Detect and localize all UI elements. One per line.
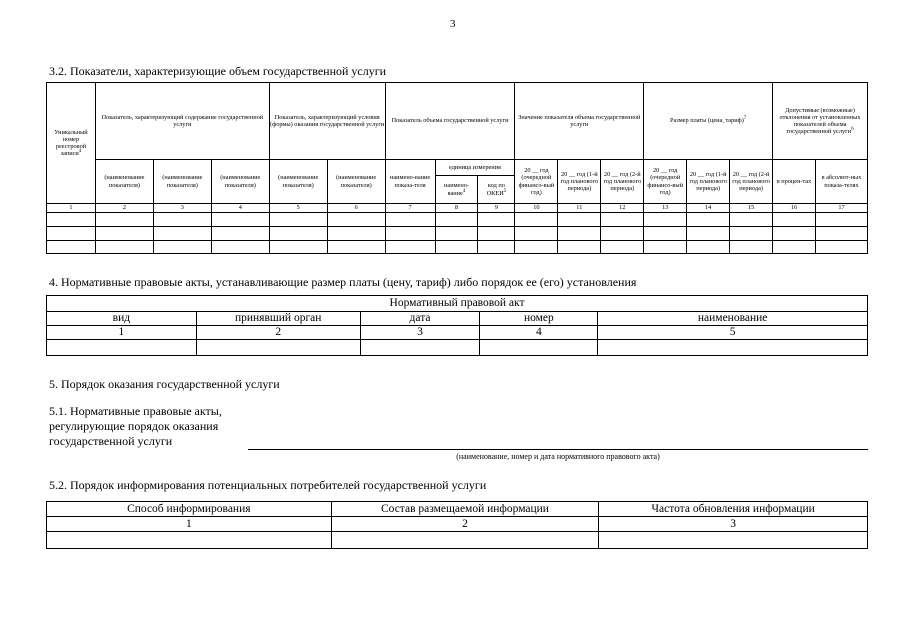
header-content-group: Показатель, характеризующий содержание государственной услуги <box>95 83 269 160</box>
header-indicator-name-3: (наименование показателя) <box>211 160 269 204</box>
table-cell <box>211 241 269 254</box>
table-cell <box>644 227 687 241</box>
table-cell <box>435 241 478 254</box>
header-percent: в процен-тах <box>773 160 816 204</box>
header-volume-group: Показатель объема государственной услуги <box>385 83 515 160</box>
table-cell <box>773 227 816 241</box>
table-cell <box>558 227 601 241</box>
table-cell <box>480 340 598 356</box>
legal-act-number-row <box>47 326 868 340</box>
header-year-2-1: 20 __ год (2-й год планового периода) <box>601 160 644 204</box>
column-number: 4 <box>480 326 598 340</box>
column-number: 1 <box>47 326 197 340</box>
column-number: 9 <box>478 204 515 213</box>
section-4-title: 4. Нормативные правовые акты, устанавливающие размер платы (цену, тариф) либо порядок ее (его) установления <box>49 275 637 289</box>
table-cell <box>773 241 816 254</box>
header-indicator-name-5: (наименование показателя) <box>327 160 385 204</box>
table-cell <box>687 213 730 227</box>
table-cell <box>47 241 96 254</box>
table-cell <box>269 227 327 241</box>
header-okei: код по ОКЕИ$^5$ <box>478 176 515 204</box>
column-number: 16 <box>773 204 816 213</box>
informing-number-row <box>47 517 868 532</box>
column-number: 5 <box>598 326 868 340</box>
legal-act-column-header: наименование <box>598 312 868 326</box>
table-cell <box>95 213 153 227</box>
table-cell <box>478 227 515 241</box>
header-name: наимено-вание показа-теля <box>385 160 435 204</box>
table-cell <box>644 213 687 227</box>
header-unit-name: наимено-вание$^4$ <box>435 176 478 204</box>
table-cell <box>601 241 644 254</box>
column-number: 7 <box>385 204 435 213</box>
table-cell <box>153 241 211 254</box>
informing-table <box>46 501 868 549</box>
table-cell <box>815 241 867 254</box>
legal-act-title: Нормативный правовой акт <box>47 296 868 312</box>
column-number: 8 <box>435 204 478 213</box>
table-row <box>47 227 868 241</box>
column-number: 1 <box>47 204 96 213</box>
table-cell <box>515 227 558 241</box>
legal-act-column-header: вид <box>47 312 197 326</box>
table-cell <box>47 213 96 227</box>
legal-acts-table <box>46 295 868 356</box>
table-cell <box>269 241 327 254</box>
table-row <box>47 241 868 254</box>
table-cell <box>47 340 197 356</box>
table-cell <box>815 227 867 241</box>
header-indicator-name-4: (наименование показателя) <box>269 160 327 204</box>
table-cell <box>211 227 269 241</box>
table-cell <box>644 241 687 254</box>
column-number: 1 <box>47 517 332 532</box>
table-cell <box>730 227 773 241</box>
table-cell <box>515 241 558 254</box>
column-number: 12 <box>601 204 644 213</box>
table-row <box>47 532 868 549</box>
table-cell <box>515 213 558 227</box>
table-cell <box>687 227 730 241</box>
column-number: 6 <box>327 204 385 213</box>
column-number: 5 <box>269 204 327 213</box>
table-row <box>47 340 868 356</box>
section-5-1-caption: (наименование, номер и дата нормативного правового акта) <box>456 452 660 461</box>
section-5-2-title: 5.2. Порядок информирования потенциальных потребителей государственной услуги <box>49 478 487 492</box>
column-number: 17 <box>815 204 867 213</box>
table-cell <box>601 227 644 241</box>
table-cell <box>558 213 601 227</box>
legal-act-column-header: дата <box>360 312 480 326</box>
legal-act-header-row <box>47 312 868 326</box>
table-cell <box>687 241 730 254</box>
page-number: 3 <box>450 18 456 30</box>
table-cell <box>211 213 269 227</box>
header-deviation-group: Допустимые (возможные) отклонения от установленных показателей объема государственной услуги$^6$ <box>773 83 868 160</box>
column-number: 3 <box>360 326 480 340</box>
informing-column-header: Способ информирования <box>47 502 332 517</box>
table-cell <box>95 227 153 241</box>
table-cell <box>730 241 773 254</box>
column-number: 15 <box>730 204 773 213</box>
section-5-1-label: 5.1. Нормативные правовые акты, регулирующие порядок оказания государственной услуги <box>49 404 222 448</box>
header-year-current-1: 20 __ год (очередной финансо-вый год) <box>515 160 558 204</box>
column-number: 3 <box>153 204 211 213</box>
header-unique-number: Уникальный номер реестровой записи$^4$ <box>47 83 96 204</box>
column-number: 3 <box>599 517 868 532</box>
table-cell <box>331 532 599 549</box>
header-year-1-1: 20 __ год (1-й год планового периода) <box>558 160 601 204</box>
column-number: 4 <box>211 204 269 213</box>
table-cell <box>327 227 385 241</box>
table-cell <box>196 340 360 356</box>
header-absolute: в абсолют-ных показа-телях <box>815 160 867 204</box>
table-cell <box>327 241 385 254</box>
header-indicator-name-2: (наименование показателя) <box>153 160 211 204</box>
table-cell <box>730 213 773 227</box>
table-cell <box>599 532 868 549</box>
header-year-2-2: 20 __ год (2-й год планового периода) <box>730 160 773 204</box>
column-number: 14 <box>687 204 730 213</box>
column-number: 10 <box>515 204 558 213</box>
column-number: 11 <box>558 204 601 213</box>
table-cell <box>385 227 435 241</box>
table-row <box>47 213 868 227</box>
table-cell <box>47 532 332 549</box>
table-cell <box>153 227 211 241</box>
header-conditions-group: Показатель, характеризующий условия (формы) оказания государственной услуги <box>269 83 385 160</box>
table-cell <box>435 213 478 227</box>
informing-column-header: Частота обновления информации <box>599 502 868 517</box>
header-year-current-2: 20 __ год (очередной финансо-вый год) <box>644 160 687 204</box>
column-number: 2 <box>196 326 360 340</box>
table-cell <box>478 241 515 254</box>
column-number: 13 <box>644 204 687 213</box>
legal-act-column-header: принявший орган <box>196 312 360 326</box>
volume-indicators-table <box>46 82 868 254</box>
table-cell <box>385 213 435 227</box>
informing-column-header: Состав размещаемой информации <box>331 502 599 517</box>
legal-act-column-header: номер <box>480 312 598 326</box>
header-indicator-name-1: (наименование показателя) <box>95 160 153 204</box>
column-number: 2 <box>331 517 599 532</box>
table-cell <box>269 213 327 227</box>
header-unit-group: единица измерения <box>435 160 515 176</box>
table-cell <box>558 241 601 254</box>
table-cell <box>385 241 435 254</box>
informing-header-row <box>47 502 868 517</box>
table-cell <box>815 213 867 227</box>
table-cell <box>153 213 211 227</box>
table-cell <box>598 340 868 356</box>
table-cell <box>435 227 478 241</box>
header-year-1-2: 20 __ год (1-й год планового периода) <box>687 160 730 204</box>
table-cell <box>773 213 816 227</box>
table-cell <box>360 340 480 356</box>
header-value-group: Значение показателя объема государственной услуги <box>515 83 644 160</box>
table-cell <box>327 213 385 227</box>
section-5-title: 5. Порядок оказания государственной услуги <box>49 377 280 391</box>
section-5-1-underline <box>248 449 868 450</box>
table-cell <box>478 213 515 227</box>
table-cell <box>47 227 96 241</box>
header-fee-group: Размер платы (цена, тариф)$^7$ <box>644 83 773 160</box>
column-number: 2 <box>95 204 153 213</box>
section-3-2-title: 3.2. Показатели, характеризующие объем государственной услуги <box>49 64 387 78</box>
column-numbers-row <box>47 204 868 213</box>
table-cell <box>601 213 644 227</box>
table-cell <box>95 241 153 254</box>
